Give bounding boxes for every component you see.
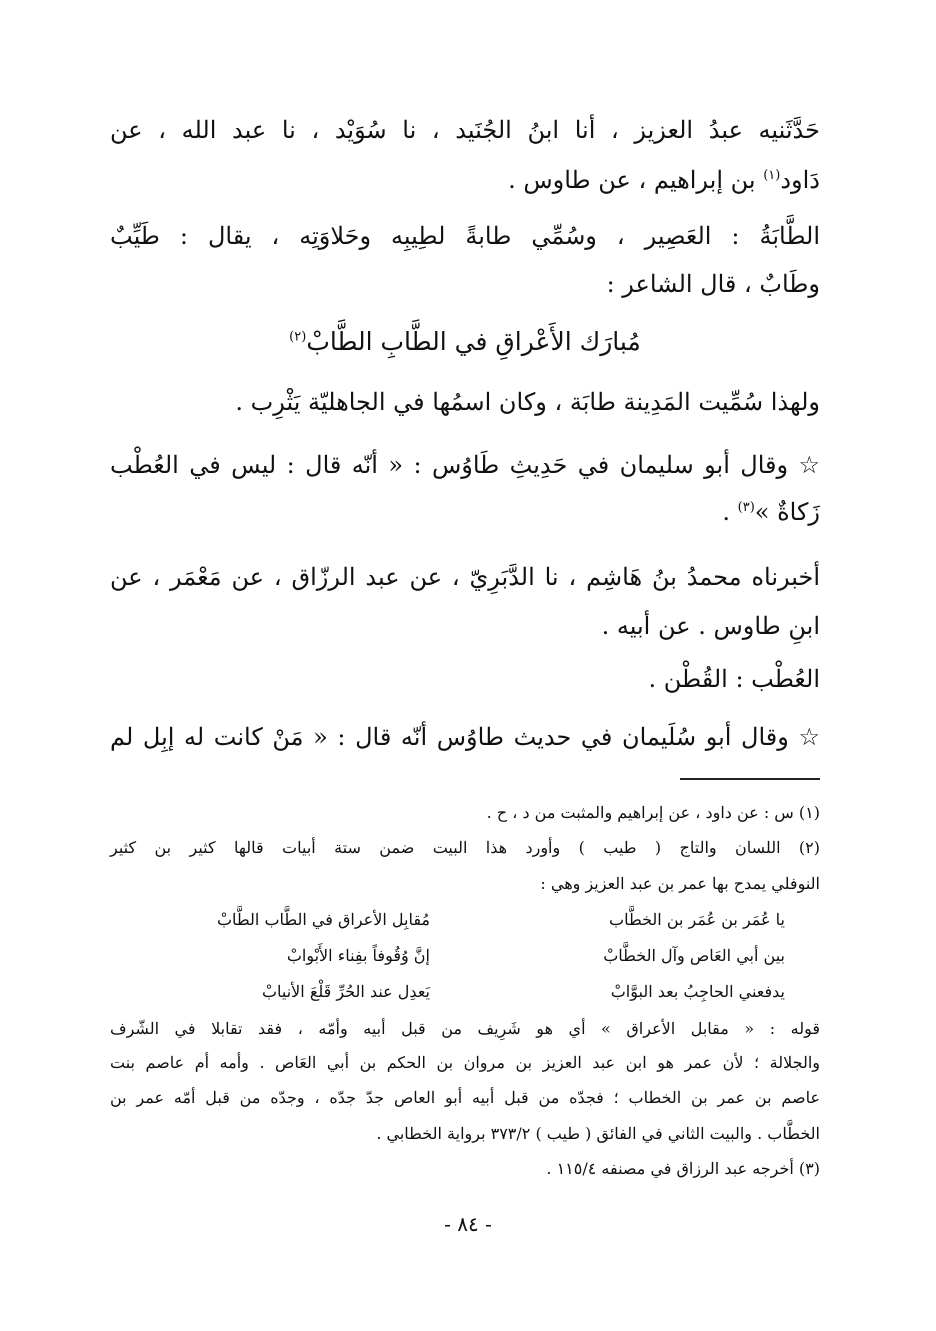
- body-line-2-end: بن إبراهيم ، عن طاوس .: [508, 166, 764, 194]
- body-line-5: ولهذا سُمِّيت المَدِينة طابَة ، وكان اسمُها في الجاهليّة يَثْرِب .: [235, 388, 820, 416]
- body-line-9: ابنِ طاوس . عن أبيه .: [601, 612, 820, 640]
- body-line-2-start: دَاود: [780, 166, 820, 194]
- footnote-verse-3-second: يَعدِل عند الحُرِّ قَلْعَ الأنيابْ: [261, 982, 430, 1001]
- body-line-3: الطَّابَةُ : العَصِير ، وسُمِّي طابةً لطِيبِه وحَلاوَتِه ، يقال : طَيِّبٌ: [110, 222, 820, 250]
- verse-line: [110, 327, 820, 357]
- footnote-2-comment-3: عاصم بن عمر بن الخطاب ؛ فجدّه من قبل أبيه أبو العاص جدّ جدّه ، وجدّه من قبل أمّه عمر بن: [110, 1088, 821, 1107]
- body-line-1: حَدَّثَنيه عبدُ العزيز ، أنا ابنُ الجُنَيد ، نا سُوَيْد ، نا عبد الله ، عن: [110, 116, 820, 144]
- footnote-2-comment-1: قوله : « مقابل الأعراق » أي هو شَرِيف من قبل أبيه وأمّه ، فقد تقابلا في الشّرف: [110, 1019, 820, 1038]
- footnote-2-line-2: النوفلي يمدح بها عمر بن عبد العزيز وهي :: [540, 874, 820, 893]
- footnote-ref-2: (٢): [289, 329, 307, 345]
- body-line-7-start: زَكاةٌ »: [754, 498, 820, 526]
- footnote-verse-2-first: بين أبي العَاص وآل الخطَّابْ: [603, 946, 785, 965]
- body-line-2: [110, 166, 820, 195]
- footnote-separator: [680, 778, 820, 780]
- body-line-7: [110, 498, 820, 527]
- footnote-verse-2-second: إنَّ وُقُوفاً بفِناء الأَبْوابْ: [286, 946, 430, 965]
- footnote-2-line-1: (٢) اللسان والتاج ( طيب ) وأورد هذا البيت ضمن ستة أبيات قالها كثير بن كثير: [110, 838, 821, 857]
- body-line-7-end: .: [722, 498, 738, 526]
- footnote-3: (٣) أخرجه عبد الرزاق في مصنفه ١١٥/٤ .: [546, 1159, 820, 1178]
- footnote-ref-3: (٣): [737, 500, 755, 515]
- verse-text: مُبارَك الأَعْراقِ في الطَّابِ الطَّابْ: [306, 327, 641, 356]
- footnote-1: (١) س : عن داود ، عن إبراهيم والمثبت من د ، ح .: [486, 803, 820, 822]
- footnote-2-comment-4: الخطَّاب . والبيت الثاني في الفائق ( طيب ) ٣٧٣/٢ برواية الخطابي .: [376, 1124, 820, 1143]
- body-line-8: أخبرناه محمدُ بنُ هَاشِم ، نا الدَّبَرِيّ ، عن عبد الرزّاق ، عن مَعْمَر ، عن: [110, 563, 820, 591]
- footnote-ref-1: (١): [763, 168, 781, 183]
- footnote-2-comment-2: والجلالة ؛ لأن عمر هو ابن عبد العزيز بن مروان بن الحكم بن أبي العَاص . وأمه أم عاصم بنت: [110, 1053, 820, 1072]
- footnote-verse-1-first: يا عُمَر بن عُمَر بن الخطَّاب: [609, 910, 785, 929]
- footnote-verse-1-second: مُقابِل الأعراق في الطَّاب الطَّابْ: [216, 910, 430, 929]
- body-line-4: وطَابٌ ، قال الشاعر :: [606, 270, 820, 298]
- page-number: - ٨٤ -: [444, 1212, 492, 1236]
- body-line-10: العُطْب : القُطْن .: [648, 665, 820, 693]
- footnote-verse-3-first: يدفعني الحاجِبُ بعد البوَّابْ: [610, 982, 785, 1001]
- body-line-11: ☆ وقال أبو سُلَيمان في حديث طاوُس أنّه قال : « مَنْ كانت له إبِل لم: [110, 723, 820, 751]
- body-line-6: ☆ وقال أبو سليمان في حَدِيثِ طَاوُس : « أنّه قال : ليس في العُطْب: [110, 451, 820, 479]
